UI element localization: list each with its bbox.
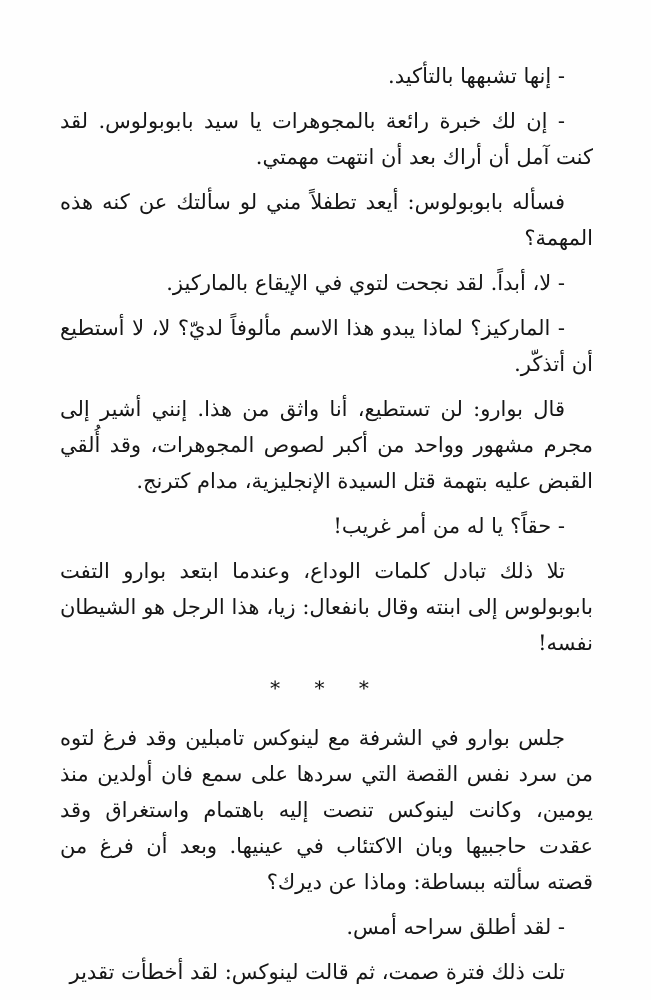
paragraph: - إن لك خبرة رائعة بالمجوهرات يا سيد بابوبولوس. لقد كنت آمل أن أراك بعد أن انتهت مهمتي. xyxy=(60,109,593,169)
section-separator: * * * xyxy=(270,676,383,700)
paragraph: تلا ذلك تبادل كلمات الوداع، وعندما ابتعد بوارو التفت بابوبولوس إلى ابنته وقال بانفعال: زيا، هذا الرجل هو الشيطان نفسه! xyxy=(60,559,593,655)
paragraph: قال بوارو: لن تستطيع، أنا واثق من هذا. إنني أشير إلى مجرم مشهور وواحد من أكبر لصوص المجوهرات، وقد أُلقي القبض عليه بتهمة قتل السيدة الإنجليزية، مدام كترنج. xyxy=(60,397,593,493)
paragraph: - إنها تشبهها بالتأكيد. xyxy=(388,64,565,88)
paragraph: - لقد أطلق سراحه أمس. xyxy=(346,915,565,939)
paragraph: فسأله بابوبولوس: أيعد تطفلاً مني لو سألتك عن كنه هذه المهمة؟ xyxy=(60,190,593,250)
page-text xyxy=(60,58,593,999)
paragraph: تلت ذلك فترة صمت، ثم قالت لينوكس: لقد أخطأت تقدير xyxy=(69,960,565,984)
paragraph: - حقاً؟ يا له من أمر غريب! xyxy=(333,514,565,538)
paragraph: - لا، أبداً. لقد نجحت لتوي في الإيقاع بالماركيز. xyxy=(166,271,565,295)
paragraph: - الماركيز؟ لماذا يبدو هذا الاسم مألوفاً لديّ؟ لا، لا أستطيع أن أتذكّر. xyxy=(60,316,593,376)
paragraph: جلس بوارو في الشرفة مع لينوكس تامبلين وقد فرغ لتوه من سرد نفس القصة التي سردها على سمع فان أولدين منذ يومين، وكانت لينوكس تنصت إليه باهتمام واستغراق وقد عقدت حاجبيها وبان الاكتئاب في عينيها. وبعد أن فرغ من قصته سألته ببساطة: وماذا عن ديرك؟ xyxy=(60,726,593,894)
